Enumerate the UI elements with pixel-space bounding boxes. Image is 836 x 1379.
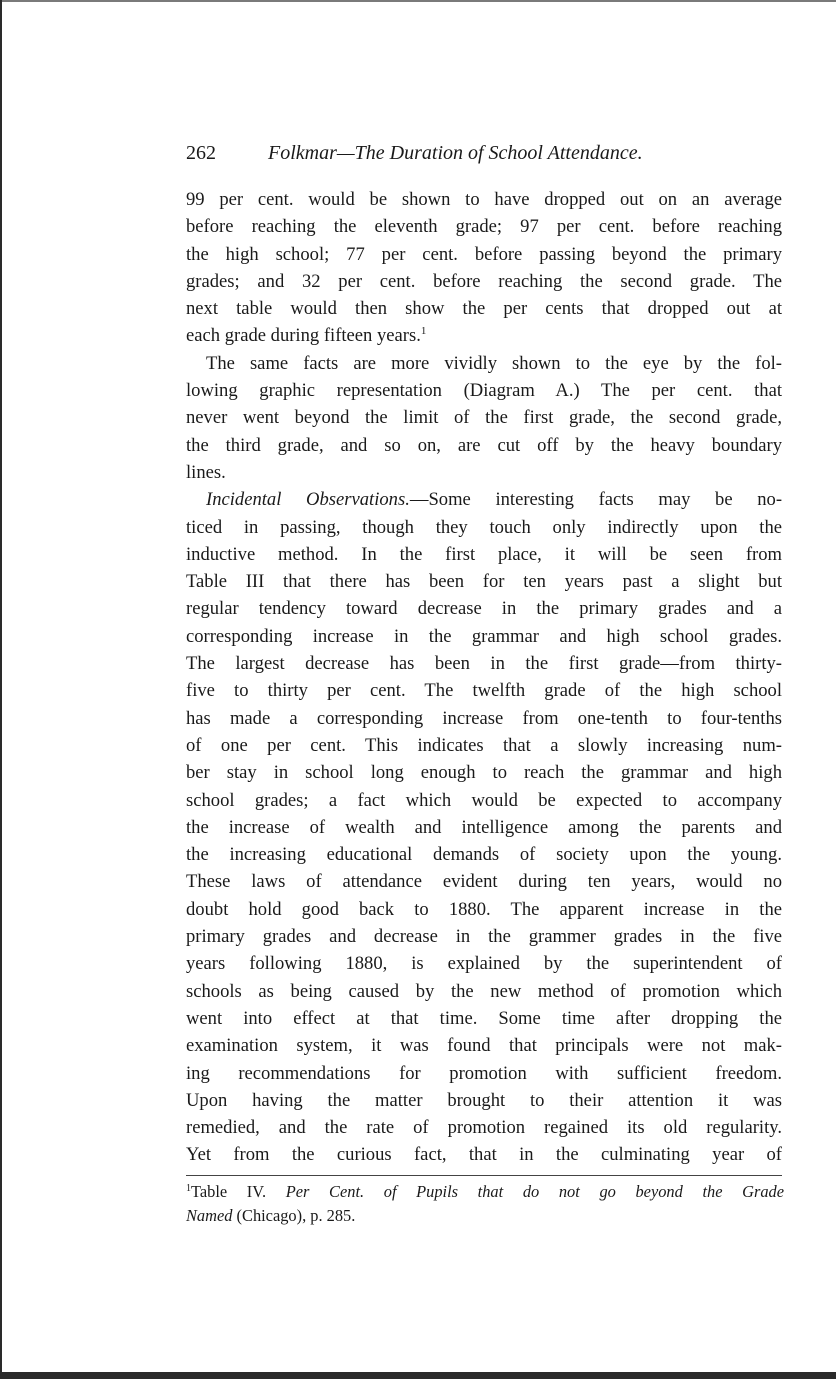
text-line: 99 per cent. would be shown to have dropped out on an average [186, 189, 782, 210]
text-line: five to thirty per cent. The twelfth grade of the high school [186, 680, 782, 702]
text-line: never went beyond the limit of the first grade, the second grade, [186, 407, 782, 429]
footnote-source: (Chicago), p. 285. [236, 1205, 356, 1225]
text-line: grades; and 32 per cent. before reaching the second grade. The [186, 270, 782, 292]
text-line: primary grades and decrease in the grammer grades in the five [186, 926, 782, 948]
page-header [186, 138, 786, 168]
text-line: of one per cent. This indicates that a slowly increasing num- [186, 734, 782, 756]
footnote-reference: 1 [420, 325, 427, 338]
footnote-title: Per Cent. of Pupils that do not go beyond the Grade [285, 1182, 785, 1201]
text-line: doubt hold good back to 1880. The apparent increase in the [186, 898, 782, 920]
text-line: inductive method. In the first place, it will be seen from [186, 543, 782, 565]
footnote-divider [186, 1175, 782, 1176]
text-line: These laws of attendance evident during ten years, would no [186, 871, 782, 893]
text-line: ber stay in school long enough to reach the grammar and high [186, 762, 782, 784]
text-line: Table III that there has been for ten years past a slight but [186, 571, 782, 593]
text-line [186, 486, 782, 513]
text-line [186, 322, 782, 349]
footnote [186, 1180, 784, 1227]
text-line: went into effect at that time. Some time after dropping the [186, 1007, 782, 1029]
footnote-line [186, 1180, 784, 1204]
section-lead: Incidental Observations. [206, 489, 410, 511]
text-line: examination system, it was found that principals were not mak- [186, 1035, 782, 1057]
scan-top-edge [0, 0, 836, 2]
text-line: corresponding increase in the grammar and high school grades. [186, 625, 782, 647]
text-line: ing recommendations for promotion with sufficient freedom. [186, 1062, 782, 1084]
footnote-marker: 1 [186, 1183, 191, 1194]
footnote-title-cont: Named [186, 1205, 233, 1225]
text-line: the third grade, and so on, are cut off by the heavy boundary [186, 434, 782, 456]
paragraph-2 [186, 350, 782, 486]
footnote-label: Table IV. [191, 1182, 267, 1201]
scan-bottom-edge [0, 1372, 836, 1379]
page-number: 262 [186, 142, 216, 164]
text-line: Yet from the curious fact, that in the culminating year of [186, 1144, 782, 1166]
text-line: the increasing educational demands of society upon the young. [186, 844, 782, 866]
text-line: The same facts are more vividly shown to the eye by the fol- [206, 352, 782, 374]
scan-left-edge [0, 0, 2, 1379]
running-title: Folkmar—The Duration of School Attendance. [268, 142, 643, 164]
text-line: has made a corresponding increase from one-tenth to four-tenths [186, 707, 782, 729]
text-line: years following 1880, is explained by the superintendent of [186, 953, 782, 975]
paragraph-1 [186, 186, 782, 350]
paragraph-3 [186, 486, 782, 1168]
text-line: regular tendency toward decrease in the primary grades and a [186, 598, 782, 620]
text-line: school grades; a fact which would be expected to accompany [186, 789, 782, 811]
text-line: next table would then show the per cents that dropped out at [186, 298, 782, 320]
text-line: Upon having the matter brought to their attention it was [186, 1089, 782, 1111]
text-line: ticed in passing, though they touch only indirectly upon the [186, 516, 782, 538]
text-line: lines. [186, 461, 226, 483]
text-line: remedied, and the rate of promotion regained its old regularity. [186, 1117, 782, 1139]
text-line: The largest decrease has been in the first grade—from thirty- [186, 653, 782, 675]
footnote-line [186, 1204, 784, 1228]
section-lead-rest: —Some interesting facts may be no- [409, 489, 783, 511]
text-line: schools as being caused by the new method of promotion which [186, 980, 782, 1002]
text-line-content: each grade during fifteen years. [186, 325, 421, 347]
text-line: the high school; 77 per cent. before passing beyond the primary [186, 243, 782, 265]
text-line: lowing graphic representation (Diagram A.) The per cent. that [186, 380, 782, 402]
text-line: before reaching the eleventh grade; 97 per cent. before reaching [186, 216, 782, 238]
text-line: the increase of wealth and intelligence among the parents and [186, 816, 782, 838]
body-text [186, 186, 782, 1169]
